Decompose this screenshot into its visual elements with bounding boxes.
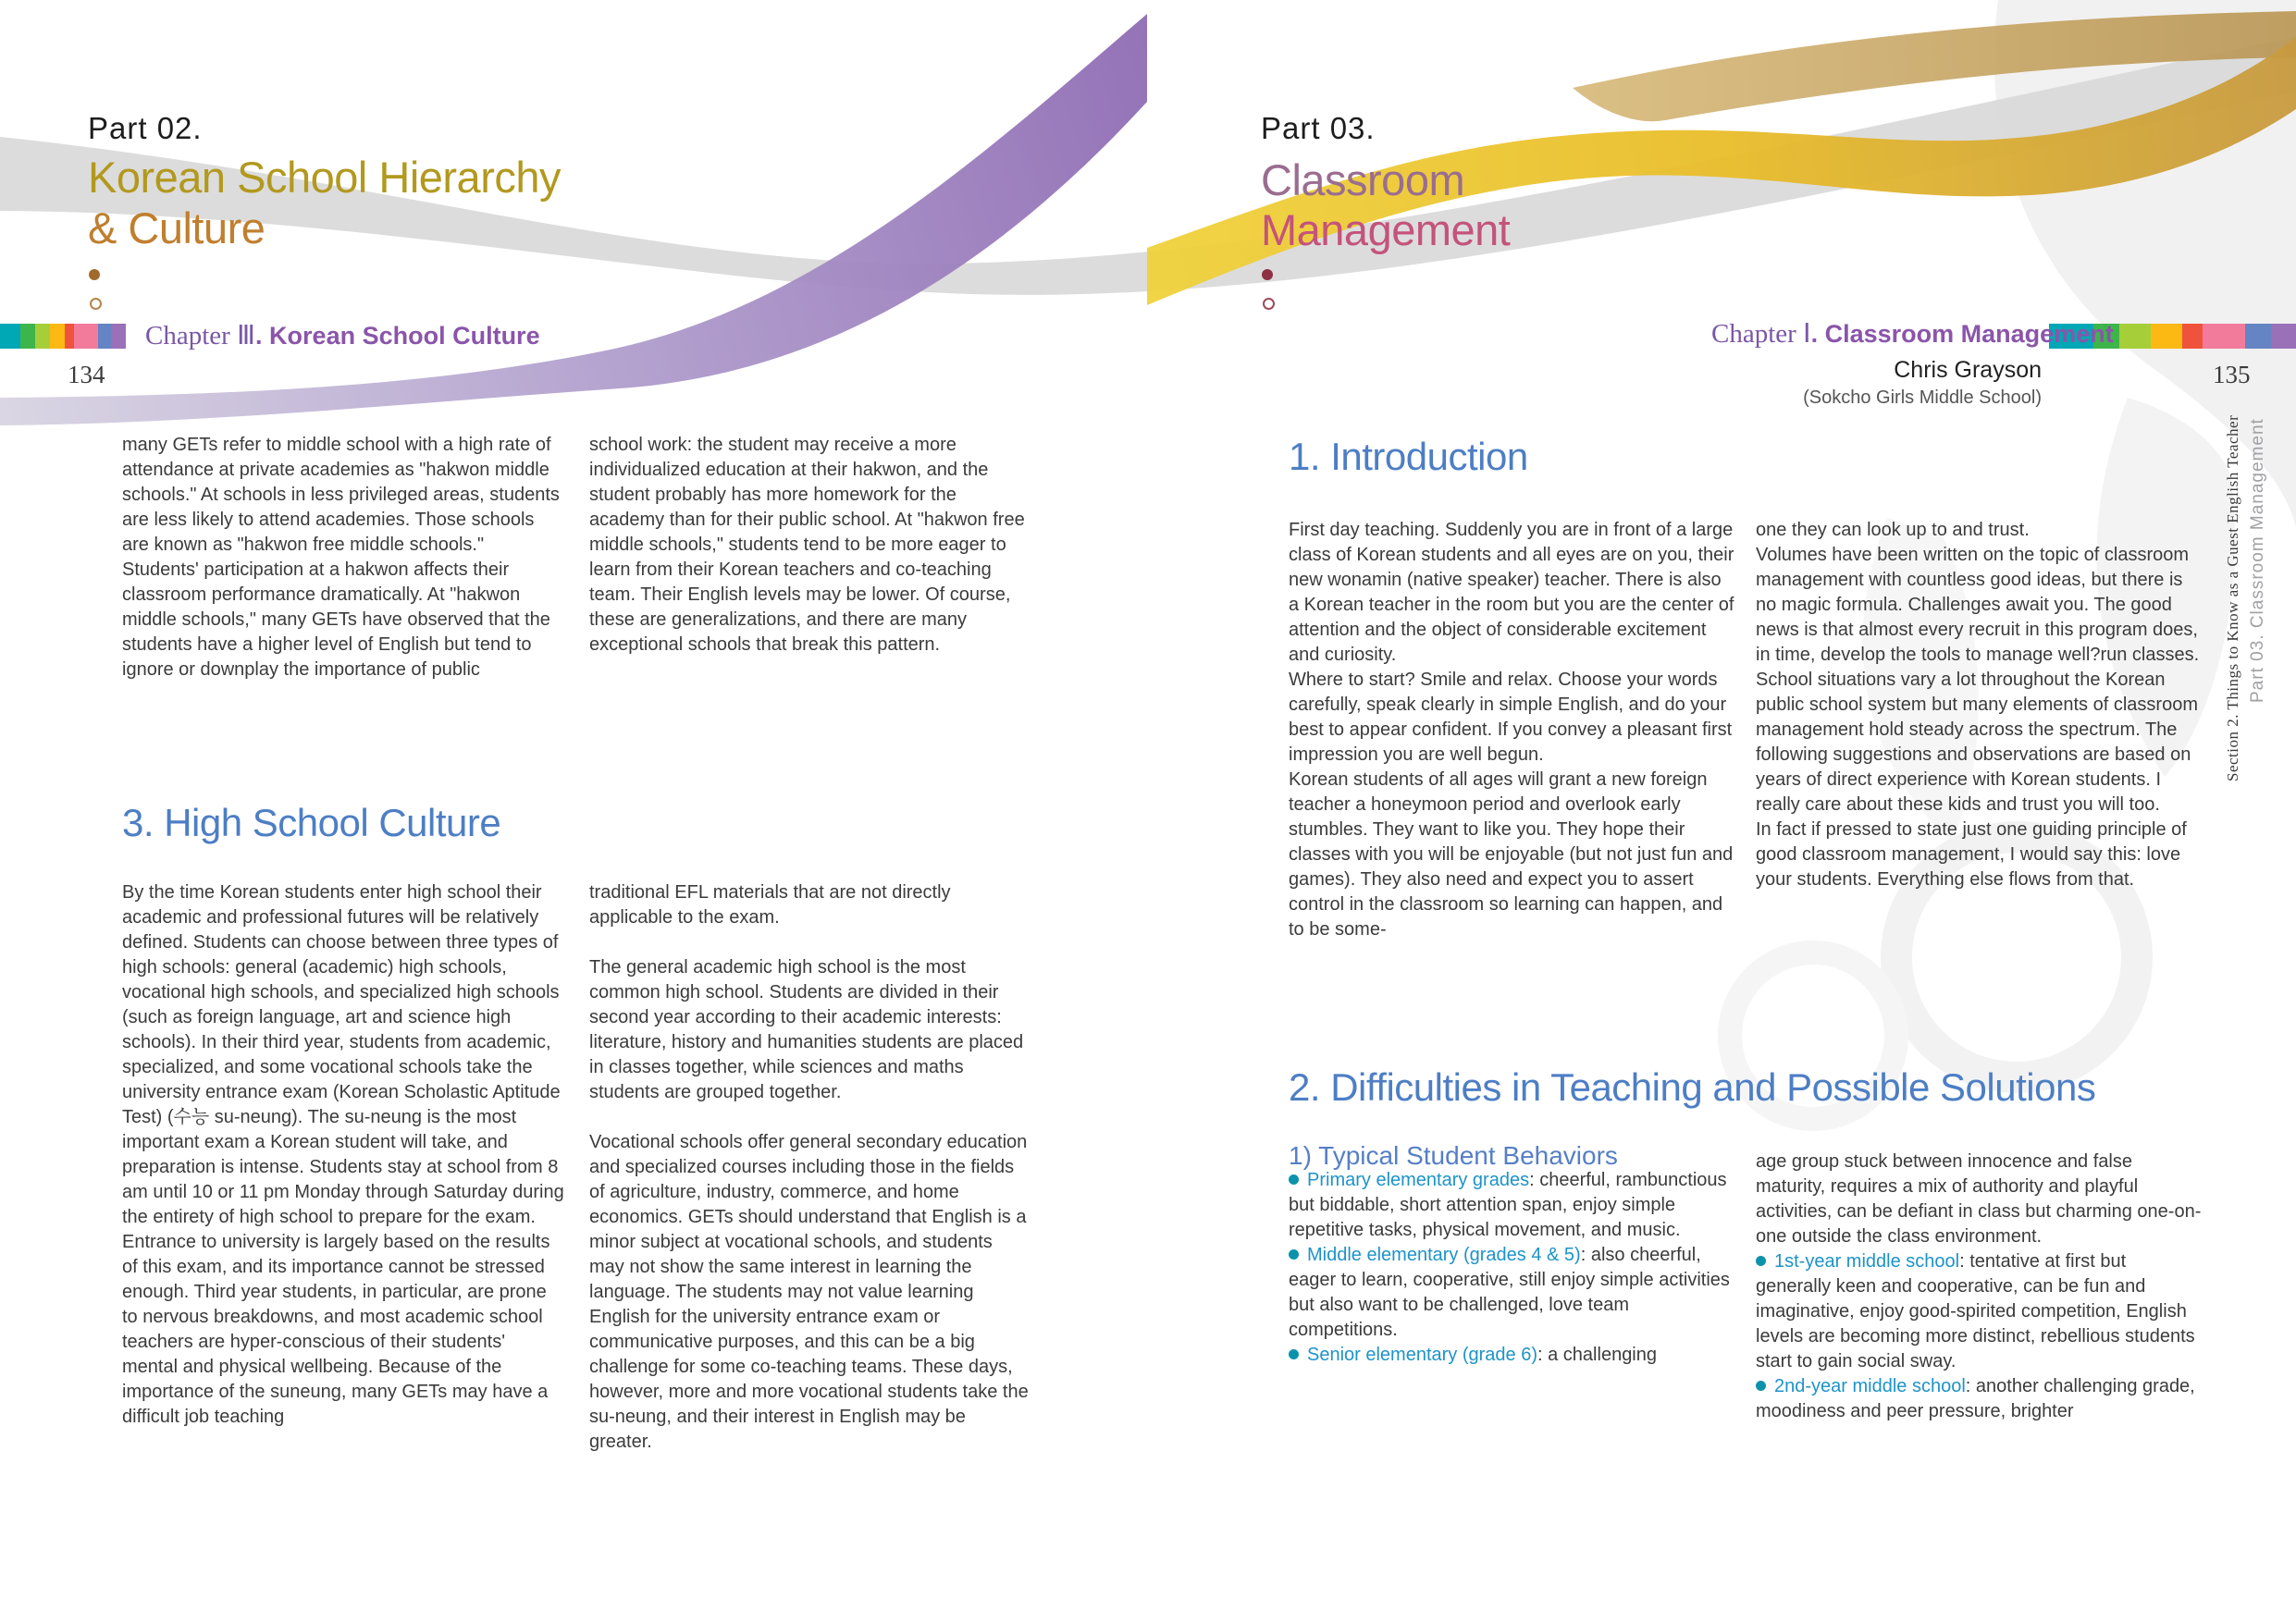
color-square [20,324,35,349]
sidebar-part-label: Part 03. Classroom Management [2248,418,2267,703]
behavior-text: : tentative at first but generally keen and cooperative, can be fun and imaginative, enjoy good-spirited competition, English levels are becoming more distinct, rebellious students start to gain social sway. [1756,1251,2195,1371]
behavior-item [1756,1374,2202,1424]
chapter-number: Chapter Ⅰ [1711,319,1811,349]
bullet-open-icon [1263,298,1275,310]
color-square [2119,324,2151,349]
highschool-column-1 [122,880,564,1430]
right-title-line2: Management [1261,205,1511,254]
color-square [35,324,50,349]
paragraph: Korean students of all ages will grant a new foreign teacher a honeymoon period and overlook early stumbles. They want to like you. They hope their classes with you will be enjoyable (but not just fun and games). They also need and expect you to assert control in the classroom so learning can happen, and to be some- [1289,769,1734,940]
introduction-column-2 [1756,518,2202,892]
left-section-heading: 3. High School Culture [122,801,501,844]
color-square [2182,324,2203,349]
paragraph: Volumes have been written on the topic of classroom management with countless good ideas, but there is no magic formula. Challenges await you. The good news is that almost every recruit in this program does, in time, develop the tools to manage well?run classes. [1756,545,2200,665]
bullet-dot-icon [1289,1174,1299,1185]
color-square [98,324,111,349]
left-title-line2: & Culture [88,203,265,252]
paragraph: Where to start? Smile and relax. Choose your words carefully, speak clearly in simple English, and do your best to appear confident. If you convey a pleasant first impression you are well begun. [1289,670,1733,765]
right-part-label: Part 03. [1261,111,1376,145]
introduction-heading: 1. Introduction [1289,435,1528,478]
behavior-label: 2nd-year middle school [1774,1376,1966,1396]
right-page-number: 135 [2213,361,2251,388]
behavior-item [1289,1343,1734,1368]
paragraph: traditional EFL materials that are not directly applicable to the exam. [589,882,951,928]
author-affiliation: (Sokcho Girls Middle School) [1803,387,2042,408]
color-square [0,324,20,349]
behavior-item [1289,1168,1734,1243]
color-square [2271,324,2296,349]
bullet-filled-icon [89,269,100,280]
behavior-label: Primary elementary grades [1307,1170,1530,1190]
color-square [2203,324,2245,349]
behaviors-column-1 [1289,1143,1734,1368]
behavior-item [1289,1243,1734,1343]
paragraph: The general academic high school is the most common high school. Students are divided in their second year according to their academic interests: literature, history and humanities students are placed in classes together, while sciences and maths students are grouped together. [589,957,1024,1102]
paragraph: In fact if pressed to state just one guiding principle of good classroom management, I would say this: love your students. Everything else flows from that. [1756,819,2187,890]
behavior-continuation: age group stuck between innocence and false maturity, requires a mix of authority and playful activities, can be defiant in class but charming one-on-one outside the class environment. [1756,1151,2202,1247]
chapter-title: . Classroom Management [1810,320,2114,348]
left-chapter-line [145,319,540,351]
bullet-dot-icon [1289,1249,1299,1260]
bullet-dot-icon [1289,1349,1299,1359]
paragraph: School situations vary a lot throughout the Korean public school system but many elements of classroom management hold steady across the spectrum. The following suggestions and observations are based on years of direct experience with Korean students. I really care about these kids and trust you will too. [1756,670,2198,815]
behavior-label: Middle elementary (grades 4 & 5) [1307,1245,1581,1265]
sidebar-vertical-text [2224,415,2268,781]
color-square [65,324,74,349]
color-square [50,324,65,349]
behavior-text: : also cheerful, eager to learn, cooperative, still enjoy simple activities but also want to be challenged, love team competitions. [1289,1245,1730,1340]
color-square [74,324,98,349]
behavior-label: Senior elementary (grade 6) [1307,1345,1538,1365]
behaviors-column-2 [1756,1150,2202,1424]
behavior-label: 1st-year middle school [1774,1251,1960,1272]
difficulties-heading: 2. Difficulties in Teaching and Possible Solutions [1289,1065,2096,1109]
left-intro-column-2 [589,433,1031,658]
author-name: Chris Grayson [1894,357,2042,383]
bullet-dot-icon [1756,1381,1766,1391]
right-chapter-block [1711,317,2114,409]
right-chapter-line [1711,317,2114,350]
sidebar-section-label: Section 2. Things to Know as a Guest English Teacher [2224,414,2241,781]
left-intro-column-1 [122,433,564,682]
left-title-line1: Korean School Hierarchy [88,153,561,202]
chapter-number: Chapter Ⅲ [145,321,256,350]
chapter-title: . Korean School Culture [255,322,540,350]
bullet-dot-icon [1756,1256,1766,1266]
paragraph: school work: the student may receive a more individualized education at their hakwon, and the student probably has more homework for the academy than for their public school. At "hakwon free middle schools," students tend to be more eager to learn from their Korean teachers and co-teaching team. Their English levels may be lower. Of course, these are generalizations, and there are many exceptional schools that break this pattern. [589,435,1025,655]
highschool-column-2 [589,880,1031,1455]
paragraph: By the time Korean students enter high school their academic and professional futures will be relatively defined. Students can choose between three types of high schools: general (academic) high schools, vocational high schools, and specialized high schools (such as foreign language, art and science high schools). In their third year, students from academic, specialized, and some vocational schools take the university entrance exam (Korean Scholastic Aptitude Test) (수능 su-neung). The su-neung is the most important exam a Korean student will take, and preparation is intense. Students stay at school from 8 am until 10 or 11 pm Monday through Saturday during the entirety of high school to prepare for the exam. Entrance to university is largely based on the results of this exam, and its importance cannot be stressed enough. Third year students, in particular, are prone to nervous breakdowns, and most academic school teachers are hyper-conscious of their students' mental and physical wellbeing. Because of the importance of the suneung, many GETs may have a difficult job teaching [122,882,564,1427]
right-title-line1: Classroom [1261,155,1465,204]
behavior-text: : another challenging grade, moodiness and peer pressure, brighter [1756,1376,2195,1421]
paragraph: one they can look up to and trust. [1756,520,2030,540]
behavior-text: : a challenging [1537,1345,1657,1365]
introduction-column-1 [1289,518,1734,942]
paragraph: Vocational schools offer general secondary education and specialized courses including those in the fields of agriculture, industry, commerce, and home economics. GETs should understand that English is a minor subject at vocational schools, and students may not show the same interest in learning the language. The students may not value learning English for the university entrance exam or communicative purposes, and this can be a big challenge for some co-teaching teams. These days, however, more and more vocational students take the su-neung, and their interest in English may be greater. [589,1132,1029,1452]
color-square [111,324,126,349]
behavior-text: : cheerful, rambunctious but biddable, short attention span, enjoy simple repetitive tasks, physical movement, and music. [1289,1170,1727,1240]
paragraph: First day teaching. Suddenly you are in front of a large class of Korean students and all eyes are on you, their new wonamin (native speaker) teacher. There is also a Korean teacher in the room but you are the center of attention and the object of considerable excitement and curiosity. [1289,520,1734,665]
left-part-label: Part 02. [88,111,203,145]
left-page-number: 134 [68,361,105,388]
bullet-filled-icon [1262,269,1273,280]
left-color-strip [0,324,126,349]
color-square [2245,324,2271,349]
color-square [2151,324,2182,349]
bullet-open-icon [90,298,102,310]
behavior-item [1756,1249,2202,1374]
paragraph: many GETs refer to middle school with a high rate of attendance at private academies as "hakwon middle schools." At schools in less privileged areas, students are less likely to attend academies. Those schools are known as "hakwon free middle schools." Students' participation at a hakwon affects their classroom performance dramatically. At "hakwon middle schools," many GETs have observed that the students have a higher level of English but tend to ignore or downplay the importance of public [122,435,560,680]
behaviors-subheading: 1) Typical Student Behaviors [1289,1141,1618,1170]
